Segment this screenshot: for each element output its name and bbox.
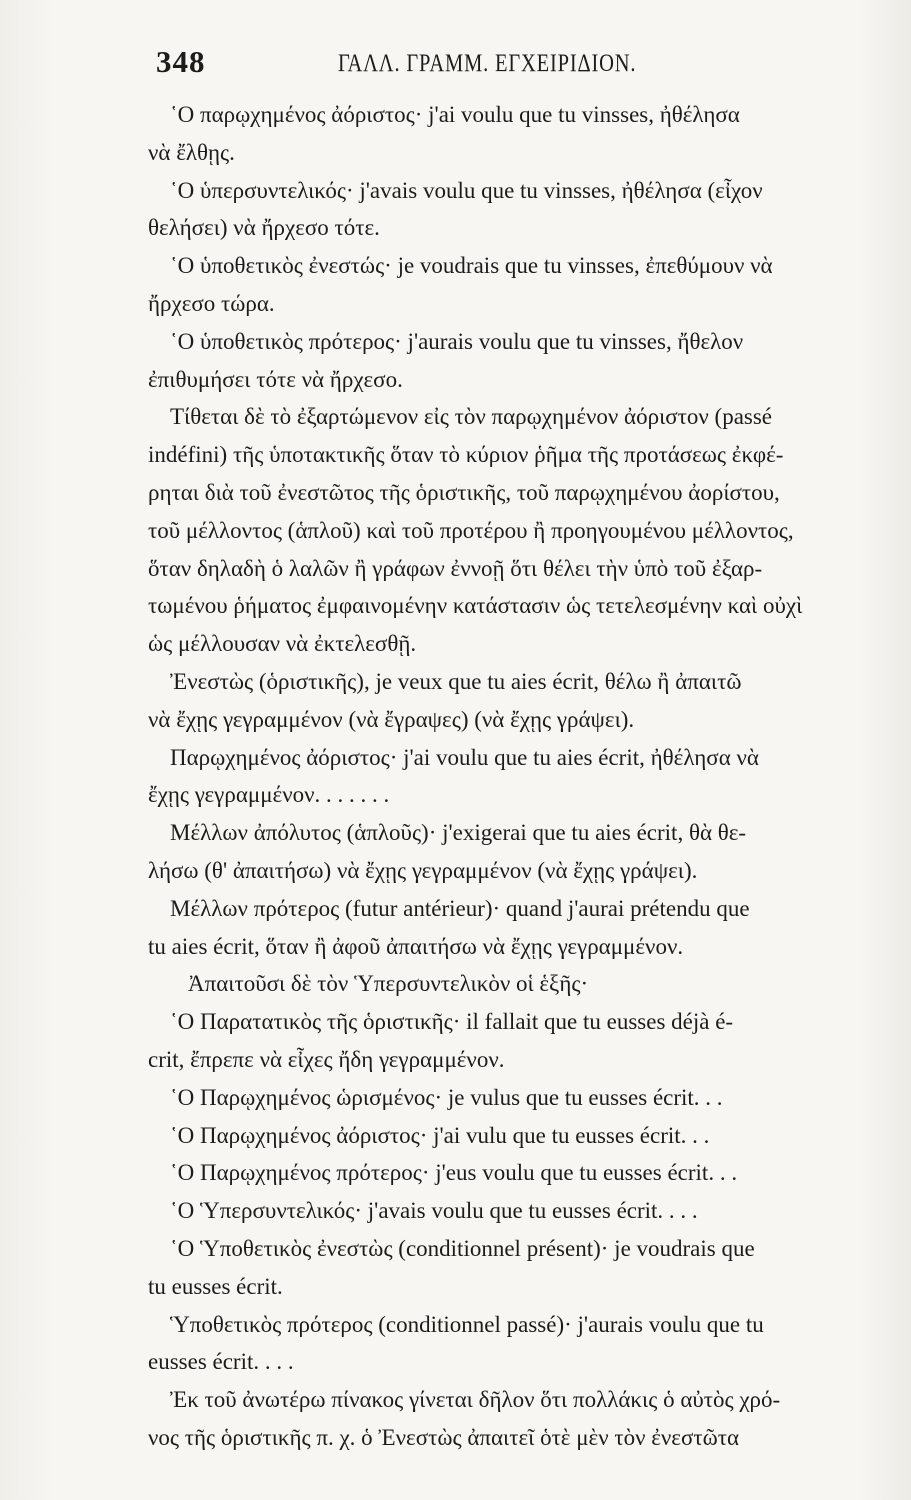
text-line: ῾Ο ὑποθετικὸς πρότερος· j'aurais voulu que tu vinsses, ἤθελον [170, 328, 744, 354]
text-line: νὰ ἔλθῃς. [148, 139, 235, 165]
text-line: tu eusses écrit. [148, 1273, 283, 1299]
text-line: τωμένου ῥήματος ἐμφαινομένην κατάστασιν ὡς τετελεσμένην καὶ οὐχὶ [148, 593, 803, 619]
text-line: ῾Ο Ὑπερσυντελικός· j'avais voulu que tu eusses écrit. . . . [170, 1198, 698, 1224]
text-line: indéfini) τῆς ὑποτακτικῆς ὅταν τὸ κύριον ῥῆμα τῆς προτάσεως ἐκφέ- [148, 442, 784, 468]
text-line: Ἀπαιτοῦσι δὲ τὸν Ὑπερσυντελικὸν οἱ ἑξῆς· [188, 971, 589, 997]
text-line: Τίθεται δὲ τὸ ἐξαρτώμενον εἰς τὸν παρῳχημένον ἀόριστον (passé [170, 404, 773, 430]
text-line: Μέλλων πρότερος (futur antérieur)· quand j'aurai prétendu que [170, 895, 750, 921]
text-line: λήσω (θ' ἀπαιτήσω) νὰ ἔχῃς γεγραμμένον (νὰ ἔχῃς γράψει). [148, 857, 698, 883]
page-body [148, 96, 856, 1457]
text-line: ἤρχεσο τώρα. [148, 290, 275, 316]
text-line: ῾Ο ὑπερσυντελικός· j'avais voulu que tu vinsses, ἠθέλησα (εἶχον [170, 177, 763, 203]
text-line: ῾Ο Παρῳχημένος ἀόριστος· j'ai vulu que tu eusses écrit. . . [170, 1122, 710, 1148]
text-line: νὰ ἔχῃς γεγραμμένον (νὰ ἔγραψες) (νὰ ἔχῃς γράψει). [148, 706, 635, 732]
text-line: crit, ἔπρεπε νὰ εἶχες ἤδη γεγραμμένον. [148, 1046, 505, 1072]
text-line: tu aies écrit, ὅταν ἢ ἀφοῦ ἀπαιτήσω νὰ ἔχῃς γεγραμμένον. [148, 933, 684, 959]
page-number: 348 [156, 44, 206, 79]
text-line: Ἐκ τοῦ ἀνωτέρω πίνακος γίνεται δῆλον ὅτι πολλάκις ὁ αὐτὸς χρό- [170, 1387, 781, 1413]
text-line: Ὑποθετικὸς πρότερος (conditionnel passé)· j'aurais voulu que tu [170, 1311, 764, 1337]
text-line: ὡς μέλλουσαν νὰ ἐκτελεσθῇ. [148, 631, 417, 657]
text-line: eusses écrit. . . . [148, 1349, 294, 1375]
text-line: ῾Ο Παρῳχημένος πρότερος· j'eus voulu que tu eusses écrit. . . [170, 1160, 738, 1186]
text-line: ῾Ο Παρῳχημένος ὡρισμένος· je vulus que tu eusses écrit. . . [170, 1084, 723, 1110]
text-line: νος τῆς ὁριστικῆς π. χ. ὁ Ἐνεστὼς ἀπαιτεῖ ὁτὲ μὲν τὸν ἐνεστῶτα [148, 1424, 740, 1450]
text-line: ἐπιθυμήσει τότε νὰ ἤρχεσο. [148, 366, 403, 392]
text-line: τοῦ μέλλοντος (ἁπλοῦ) καὶ τοῦ προτέρου ἢ προηγουμένου μέλλοντος, [148, 517, 794, 543]
text-line: ἔχῃς γεγραμμένον. . . . . . . [148, 782, 390, 808]
text-line: ῾Ο Παρατατικὸς τῆς ὁριστικῆς· il fallait que tu eusses déjà é- [170, 1009, 734, 1035]
text-line: ῾Ο ὑποθετικὸς ἐνεστώς· je voudrais que tu vinsses, ἐπεθύμουν νὰ [170, 253, 773, 279]
page-header [148, 44, 848, 84]
text-line: ῾Ο παρῳχημένος ἀόριστος· j'ai voulu que tu vinsses, ἠθέλησα [170, 102, 740, 127]
text-line: ῾Ο Ὑποθετικὸς ἐνεστὼς (conditionnel présent)· je voudrais que [170, 1235, 755, 1261]
text-line: ὅταν δηλαδὴ ὁ λαλῶν ἢ γράφων ἐννοῇ ὅτι θέλει τὴν ὑπὸ τοῦ ἐξαρ- [148, 555, 763, 581]
text-line: Παρῳχημένος ἀόριστος· j'ai voulu que tu aies écrit, ἠθέλησα νὰ [170, 744, 759, 770]
running-title: ΓΑΛΛ. ΓΡΑΜΜ. ΕΓΧΕΙΡΙΔΙΟΝ. [338, 50, 637, 77]
text-line: Ἐνεστὼς (ὁριστικῆς), je veux que tu aies écrit, θέλω ἢ ἀπαιτῶ [170, 668, 742, 694]
text-line: θελήσει) νὰ ἤρχεσο τότε. [148, 215, 380, 241]
text-line: Μέλλων ἀπόλυτος (ἁπλοῦς)· j'exigerai que tu aies écrit, θὰ θε- [170, 820, 747, 846]
text-line: ρηται διὰ τοῦ ἐνεστῶτος τῆς ὁριστικῆς, τοῦ παρῳχημένου ἀορίστου, [148, 479, 780, 505]
